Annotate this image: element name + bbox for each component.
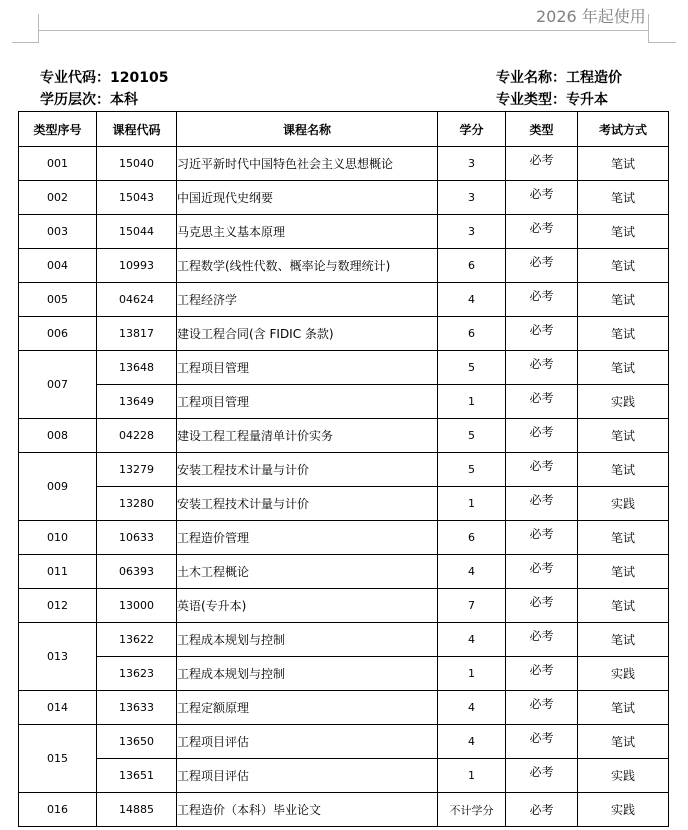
cell-exam: 笔试 [578, 181, 669, 215]
cell-exam: 笔试 [578, 555, 669, 589]
cell-exam: 实践 [578, 385, 669, 419]
cell-type [506, 521, 578, 555]
major-type [496, 89, 608, 109]
cell-type-text: 必考 [529, 803, 554, 817]
table-header-row [19, 112, 669, 147]
cell-name: 工程项目管理 [177, 351, 438, 385]
header-usage-note: 2026 年起使用 [536, 7, 646, 26]
cell-credit: 6 [438, 249, 506, 283]
table-row [19, 657, 669, 691]
cell-code: 14885 [97, 793, 177, 827]
education-level-label: 学历层次： [40, 92, 110, 108]
table-row [19, 759, 669, 793]
cell-type-text: 必考 [529, 357, 554, 371]
cell-type-text: 必考 [529, 663, 554, 677]
cell-code: 10633 [97, 521, 177, 555]
cell-exam: 笔试 [578, 249, 669, 283]
cell-credit: 1 [438, 385, 506, 419]
cell-type [506, 487, 578, 521]
cell-seq: 009 [19, 453, 97, 521]
education-level-value: 本科 [110, 92, 138, 108]
table-row [19, 181, 669, 215]
cell-type [506, 147, 578, 181]
cell-name: 工程成本规划与控制 [177, 623, 438, 657]
cell-seq: 004 [19, 249, 97, 283]
column-header-type: 类型 [506, 112, 578, 147]
table-row [19, 725, 669, 759]
cell-seq: 015 [19, 725, 97, 793]
cell-code: 13649 [97, 385, 177, 419]
cell-seq: 016 [19, 793, 97, 827]
cell-type-text: 必考 [529, 459, 554, 473]
cell-exam: 实践 [578, 759, 669, 793]
cell-code: 04228 [97, 419, 177, 453]
cell-credit: 5 [438, 419, 506, 453]
header-rule [38, 30, 648, 31]
cell-code: 06393 [97, 555, 177, 589]
cell-name: 工程项目评估 [177, 759, 438, 793]
cell-exam: 笔试 [578, 419, 669, 453]
cell-type-text: 必考 [529, 765, 554, 779]
cell-exam: 笔试 [578, 215, 669, 249]
table-row [19, 623, 669, 657]
cell-type [506, 759, 578, 793]
cell-name: 土木工程概论 [177, 555, 438, 589]
table-row [19, 419, 669, 453]
cell-code: 15040 [97, 147, 177, 181]
cell-credit: 4 [438, 691, 506, 725]
major-name-value: 工程造价 [566, 70, 622, 86]
cell-type [506, 589, 578, 623]
cell-credit: 5 [438, 453, 506, 487]
cell-code: 04624 [97, 283, 177, 317]
table-row [19, 793, 669, 827]
table-row [19, 351, 669, 385]
cell-type [506, 555, 578, 589]
cell-type-text: 必考 [529, 323, 554, 337]
cell-seq: 005 [19, 283, 97, 317]
cell-credit: 1 [438, 759, 506, 793]
cell-code: 13650 [97, 725, 177, 759]
cell-code: 13817 [97, 317, 177, 351]
cell-code: 13279 [97, 453, 177, 487]
cell-name: 安装工程技术计量与计价 [177, 453, 438, 487]
cell-seq: 002 [19, 181, 97, 215]
cell-code: 13633 [97, 691, 177, 725]
table-row [19, 385, 669, 419]
cell-credit: 3 [438, 181, 506, 215]
cell-seq: 012 [19, 589, 97, 623]
table-row [19, 249, 669, 283]
margin-mark-left-vertical [38, 14, 39, 42]
cell-credit: 4 [438, 623, 506, 657]
cell-credit: 7 [438, 589, 506, 623]
cell-type-text: 必考 [529, 391, 554, 405]
cell-type [506, 691, 578, 725]
column-header-name: 课程名称 [177, 112, 438, 147]
cell-credit: 3 [438, 215, 506, 249]
cell-seq: 001 [19, 147, 97, 181]
cell-exam: 实践 [578, 487, 669, 521]
cell-seq: 006 [19, 317, 97, 351]
cell-name: 中国近现代史纲要 [177, 181, 438, 215]
table-row [19, 555, 669, 589]
cell-name: 建设工程工程量清单计价实务 [177, 419, 438, 453]
cell-exam: 笔试 [578, 623, 669, 657]
major-type-label: 专业类型： [496, 92, 566, 108]
cell-code: 15044 [97, 215, 177, 249]
cell-name: 工程数学(线性代数、概率论与数理统计) [177, 249, 438, 283]
cell-exam: 笔试 [578, 351, 669, 385]
course-table [18, 111, 669, 827]
cell-name: 工程项目评估 [177, 725, 438, 759]
cell-code: 13651 [97, 759, 177, 793]
cell-type-text: 必考 [529, 595, 554, 609]
cell-code: 13280 [97, 487, 177, 521]
table-row [19, 589, 669, 623]
cell-type [506, 317, 578, 351]
cell-type-text: 必考 [529, 493, 554, 507]
cell-type [506, 657, 578, 691]
cell-credit: 3 [438, 147, 506, 181]
cell-type-text: 必考 [529, 731, 554, 745]
cell-credit: 4 [438, 555, 506, 589]
cell-credit: 1 [438, 487, 506, 521]
table-row [19, 317, 669, 351]
cell-exam: 实践 [578, 657, 669, 691]
cell-type-text: 必考 [529, 289, 554, 303]
cell-type [506, 249, 578, 283]
margin-mark-right-horizontal [648, 42, 676, 43]
margin-mark-left-horizontal [12, 42, 39, 43]
cell-exam: 笔试 [578, 691, 669, 725]
cell-seq: 011 [19, 555, 97, 589]
cell-type-text: 必考 [529, 697, 554, 711]
cell-name: 英语(专升本) [177, 589, 438, 623]
major-code-label: 专业代码： [40, 70, 110, 86]
cell-type [506, 351, 578, 385]
cell-type [506, 725, 578, 759]
table-row [19, 521, 669, 555]
cell-name: 工程造价管理 [177, 521, 438, 555]
cell-type [506, 181, 578, 215]
cell-credit: 4 [438, 283, 506, 317]
table-row [19, 215, 669, 249]
cell-credit: 6 [438, 317, 506, 351]
cell-seq: 014 [19, 691, 97, 725]
table-row [19, 147, 669, 181]
margin-mark-right-vertical [648, 14, 649, 42]
cell-code: 15043 [97, 181, 177, 215]
cell-credit: 不计学分 [438, 793, 506, 827]
cell-name: 工程定额原理 [177, 691, 438, 725]
cell-type-text: 必考 [529, 527, 554, 541]
cell-type [506, 419, 578, 453]
cell-exam: 笔试 [578, 317, 669, 351]
cell-type [506, 283, 578, 317]
cell-type [506, 793, 578, 827]
cell-type-text: 必考 [529, 629, 554, 643]
cell-code: 10993 [97, 249, 177, 283]
cell-code: 13622 [97, 623, 177, 657]
table-row [19, 691, 669, 725]
cell-seq: 008 [19, 419, 97, 453]
cell-seq: 007 [19, 351, 97, 419]
cell-code: 13648 [97, 351, 177, 385]
cell-seq: 010 [19, 521, 97, 555]
cell-seq: 013 [19, 623, 97, 691]
cell-code: 13000 [97, 589, 177, 623]
cell-type-text: 必考 [529, 425, 554, 439]
cell-type [506, 385, 578, 419]
column-header-seq: 类型序号 [19, 112, 97, 147]
cell-name: 工程经济学 [177, 283, 438, 317]
cell-name: 工程项目管理 [177, 385, 438, 419]
cell-type-text: 必考 [529, 221, 554, 235]
cell-exam: 笔试 [578, 725, 669, 759]
cell-name: 工程成本规划与控制 [177, 657, 438, 691]
table-row [19, 283, 669, 317]
cell-credit: 4 [438, 725, 506, 759]
cell-name: 马克思主义基本原理 [177, 215, 438, 249]
cell-exam: 笔试 [578, 147, 669, 181]
cell-type-text: 必考 [529, 187, 554, 201]
cell-name: 习近平新时代中国特色社会主义思想概论 [177, 147, 438, 181]
cell-name: 安装工程技术计量与计价 [177, 487, 438, 521]
cell-code: 13623 [97, 657, 177, 691]
cell-name: 建设工程合同(含 FIDIC 条款) [177, 317, 438, 351]
major-type-value: 专升本 [566, 92, 608, 108]
cell-credit: 5 [438, 351, 506, 385]
major-name-label: 专业名称： [496, 70, 566, 86]
cell-type-text: 必考 [529, 561, 554, 575]
cell-exam: 笔试 [578, 283, 669, 317]
major-code [40, 67, 168, 87]
major-name [496, 67, 622, 87]
cell-credit: 1 [438, 657, 506, 691]
column-header-credit: 学分 [438, 112, 506, 147]
cell-exam: 笔试 [578, 589, 669, 623]
cell-type-text: 必考 [529, 153, 554, 167]
cell-type [506, 453, 578, 487]
cell-type [506, 623, 578, 657]
major-code-value: 120105 [110, 70, 169, 86]
cell-exam: 笔试 [578, 453, 669, 487]
cell-seq: 003 [19, 215, 97, 249]
education-level [40, 89, 138, 109]
table-row [19, 487, 669, 521]
cell-type [506, 215, 578, 249]
table-row [19, 453, 669, 487]
column-header-code: 课程代码 [97, 112, 177, 147]
cell-exam: 实践 [578, 793, 669, 827]
cell-name: 工程造价（本科）毕业论文 [177, 793, 438, 827]
cell-credit: 6 [438, 521, 506, 555]
column-header-exam: 考试方式 [578, 112, 669, 147]
cell-type-text: 必考 [529, 255, 554, 269]
cell-exam: 笔试 [578, 521, 669, 555]
